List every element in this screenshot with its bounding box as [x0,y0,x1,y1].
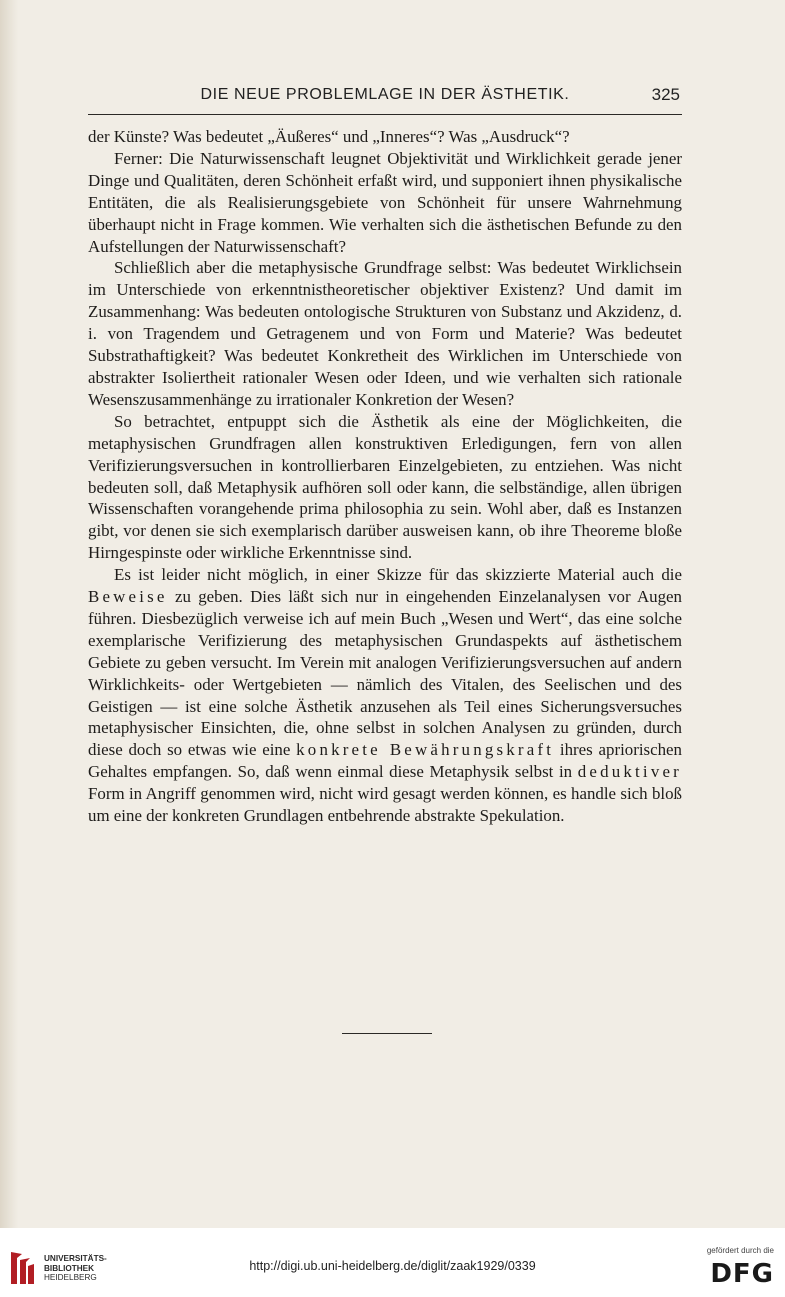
library-line-1: UNIVERSITÄTS- [44,1254,107,1263]
digitization-footer [0,1228,785,1297]
paragraph-5-text-c: zu geben. Dies läßt sich nur in eingehenden Einzelanalysen vor Augen führen. Diesbezüglich verweise ich auf mein Buch „Wesen und Wert“, das eine solche exemplarische Verifizierung des metaphysischen Grundaspekts auf ästhetischem Gebiete zu geben versucht. Im Verein mit analogen Verifizierungsversuchen auf andern Wirklichkeits- oder Wertgebieten — nämlich des Vitalen, des Seelischen und des Geistigen — ist eine solche Ästhetik anzusehen als Teil eines Sicherungsversuches metaphysischer Einsichten, die, ohne selbst in solchen Analysen zu gründen, durch diese doch so etwas wie eine [88,587,682,760]
paragraph-5-text-g: Form in Angriff genommen wird, nicht wird gesagt werden können, es handle sich bloß um eine der konkreten Grundlagen entbehrende abstrakte Spekulation. [88,784,682,826]
funded-by-label: gefördert durch die [706,1246,774,1255]
body-text [88,126,682,827]
paragraph-3: Schließlich aber die metaphysische Grundfrage selbst: Was bedeutet Wirklichsein im Unterschiede von erkenntnistheoretischer objektiver Existenz? Und damit im Zusammenhang: Was bedeuten ontologische Strukturen von Substanz und Akzidenz, d. i. von Tragendem und Getragenem und von Form und Materie? Was bedeutet Substrathaftigkeit? Was bedeutet Konkretheit des Wirklichen im Unterschiede von abstrakter Isoliertheit rationaler Wesen oder Ideen, und wie verhalten sich rationale Wesenszusammenhänge zu irrationaler Konkretion der Wesen? [88,258,682,409]
library-line-2: BIBLIOTHEK [44,1263,95,1273]
paragraph-2: Ferner: Die Naturwissenschaft leugnet Objektivität und Wirklichkeit gerade jener Dinge und Qualitäten, deren Schönheit erfaßt wird, und supponiert ihnen physikalische Entitäten, die als Realisierungsgebiete von Schönheit für unsere Wahrnehmung überhaupt nicht in Frage kommen. Wie verhalten sich die ästhetischen Befunde zu den Aufstellungen der Naturwissenschaft? [88,148,682,256]
section-end-rule [342,1033,432,1034]
emphasis-konkrete-bewaehrungskraft: konkrete Bewährungskraft [296,740,555,760]
library-line-3: HEIDELBERG [44,1273,97,1283]
permalink-url[interactable]: http://digi.ub.uni-heidelberg.de/diglit/zaak1929/0339 [249,1259,536,1273]
running-header [88,84,682,115]
paragraph-4: So betrachtet, entpuppt sich die Ästhetik als eine der Möglichkeiten, die metaphysischen Grundfragen allen konstruktiven Erledigungen, fern von allen Verifizierungsversuchen in kontrollierbaren Einzelgebieten, zu entziehen. Was nicht bedeuten soll, daß Metaphysik aufhören soll oder kann, die selbständige, allen übrigen Wissenschaften vorangehende prima philosophia zu sein. Wohl aber, daß es Instanzen gibt, vor denen sie sich exemplarisch darüber ausweisen kann, ob ihre Theoreme bloße Hirngespinste oder wirkliche Erkenntnisse sind. [88,411,682,563]
paragraph-1: der Künste? Was bedeutet „Äußeres“ und „Inneres“? Was „Ausdruck“? [88,127,570,146]
emphasis-beweise: Beweise [88,587,168,607]
paragraph-5-text-a: Es ist leider nicht möglich, in einer Skizze für das skizzierte Material auch die [114,565,682,585]
paragraph-5-text-e: ihres apriorischen Gehaltes empfangen. So, daß wenn einmal diese Metaphysik selbst in [88,740,683,782]
paragraph-5 [88,564,682,827]
dfg-logo: DFG [710,1259,774,1289]
page-number: 325 [651,85,680,104]
page-gutter-shadow [0,0,18,1228]
running-title: DIE NEUE PROBLEMLAGE IN DER ÄSTHETIK. [200,86,570,103]
emphasis-deduktiver: deduktiver [577,762,682,782]
